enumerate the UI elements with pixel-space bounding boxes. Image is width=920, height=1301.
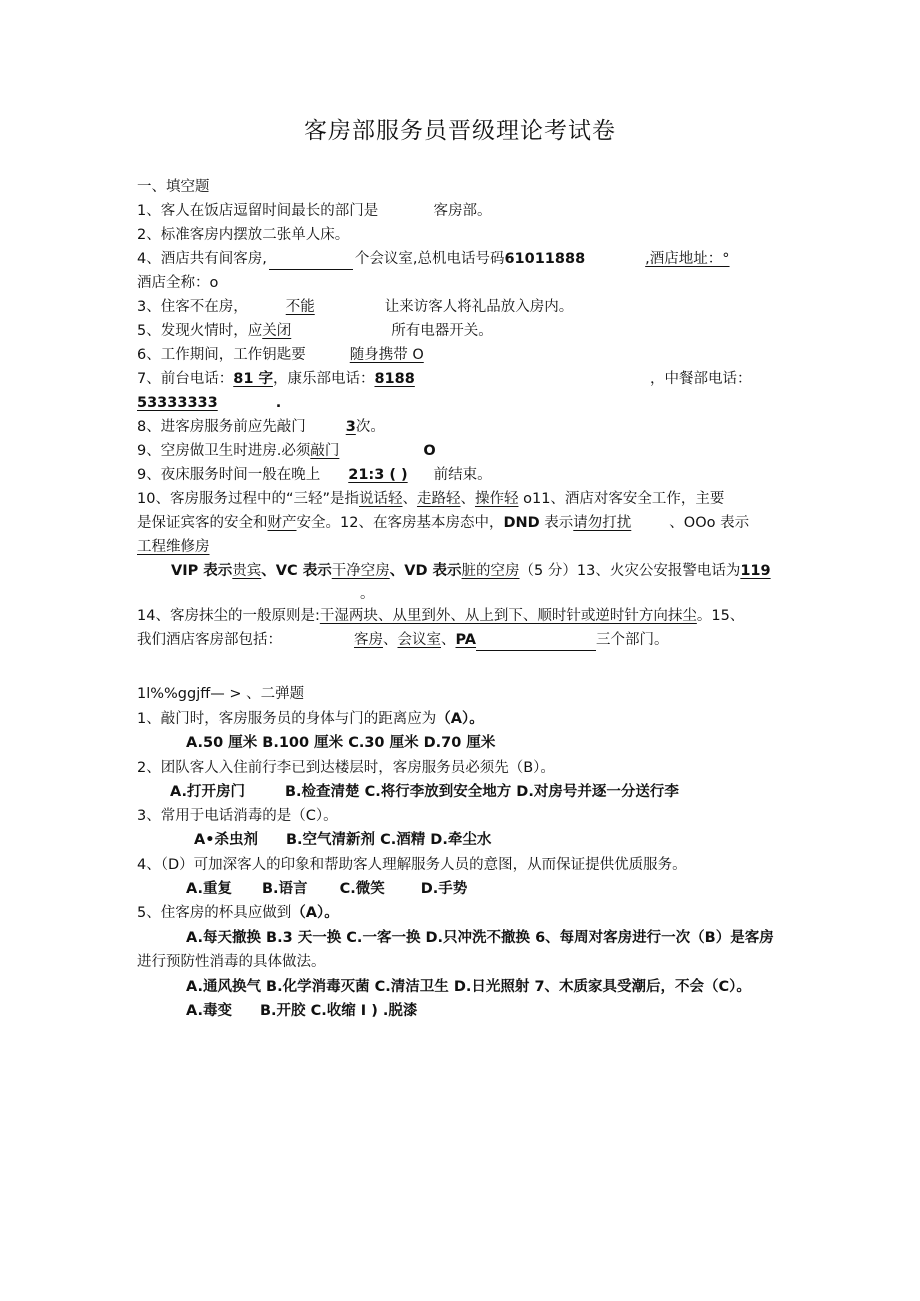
question-text: 让来访客人将礼品放入房内。 xyxy=(384,299,574,315)
answer: 走路轻 xyxy=(416,491,461,507)
question-5 xyxy=(137,321,493,341)
answer: 8188 xyxy=(374,371,415,387)
question-text: 是保证宾客的安全和 xyxy=(137,515,268,531)
question-9a xyxy=(137,441,436,461)
question-10 xyxy=(137,489,724,509)
section2-heading: 1l%%ggjff— > 、二弹题 xyxy=(137,686,305,702)
answer: 会议室 xyxy=(397,632,441,648)
answer: 21:3 ( ) xyxy=(348,467,408,483)
options: A.每天撤换 B.3 天一换 C.一客一换 D.只冲洗不撤换 6、每周对客房进行一次（B）是客房 xyxy=(186,930,774,946)
page-title: 客房部服务员晋级理论考试卷 xyxy=(304,118,616,144)
question-12-ooo xyxy=(137,537,210,557)
separator: 、 xyxy=(460,491,475,507)
answer: 说话轻 xyxy=(358,491,403,507)
answer: ,酒店地址：° xyxy=(645,251,730,267)
answer: 119 xyxy=(740,563,771,579)
question-text: 9、空房做卫生时进房.必须 xyxy=(137,443,311,459)
options: B.检查清楚 C.将行李放到安全地方 D.对房号并逐一分送行李 xyxy=(285,784,679,800)
mc-options-5 xyxy=(186,928,774,948)
question-text: 4、酒店共有间客房, xyxy=(137,251,267,267)
question-text: 我们酒店客房部包括： xyxy=(137,632,282,648)
question-text: 6、工作期间，工作钥匙要 xyxy=(137,347,306,363)
question-14 xyxy=(137,606,744,626)
room-status-code: DND xyxy=(503,515,540,531)
period: . xyxy=(275,395,282,411)
separator: 、 xyxy=(441,632,456,648)
answer: 财产 xyxy=(267,515,297,531)
question-11-12 xyxy=(137,513,749,533)
answer: 干净空房 xyxy=(331,563,390,579)
mc-options-3 xyxy=(194,830,491,850)
phone-number: 61011888 xyxy=(504,251,586,267)
blank-line xyxy=(476,630,596,651)
options: A.通风换气 B.化学消毒灭菌 C.清洁卫生 D.日光照射 7、木质家具受潮后，不会（C）。 xyxy=(186,979,751,995)
question-text: 14、客房抹尘的一般原则是: xyxy=(137,608,320,624)
mc-question-4: 4、（D）可加深客人的印象和帮助客人理解服务人员的意图，从而保证提供优质服务。 xyxy=(137,857,687,873)
mc-question-1 xyxy=(137,709,484,729)
question-text: ，康乐部电话： xyxy=(272,371,375,387)
answer: 请勿打扰 xyxy=(573,515,632,531)
separator: 、 xyxy=(383,632,398,648)
answer: 随身携带 O xyxy=(349,347,424,363)
option-a: A.打开房门 xyxy=(170,784,245,800)
question-9b xyxy=(137,465,492,485)
question-7 xyxy=(137,369,415,389)
question-text: 表示 xyxy=(539,515,574,531)
answer: 关闭 xyxy=(262,323,292,339)
question-text: 8、进客房服务前应先敲门 xyxy=(137,419,306,435)
question-text: o11、酒店对客安全工作，主要 xyxy=(518,491,725,507)
answer-marker: O xyxy=(423,443,436,459)
question-text: 次。 xyxy=(355,419,385,435)
mc-question-6-cont: 进行预防性消毒的具体做法。 xyxy=(137,954,326,970)
question-text: 3、住客不在房， xyxy=(137,299,248,315)
answer: 贵宾 xyxy=(232,563,262,579)
question-15 xyxy=(137,630,669,651)
question-text: 、VC 表示 xyxy=(261,563,332,579)
answer: 操作轻 xyxy=(474,491,519,507)
mc-options-4 xyxy=(186,879,467,899)
question-text: 10、客房服务过程中的“三轻”是指 xyxy=(137,491,359,507)
question-text: 7、前台电话： xyxy=(137,371,234,387)
answer: 干湿两块、从里到外、从上到下、顺时针或逆时针方向抹尘 xyxy=(319,608,697,624)
question-3 xyxy=(137,297,573,317)
question-12-13 xyxy=(171,561,771,581)
option-a: A.毒变 xyxy=(186,1003,232,1019)
question-text: 。15、 xyxy=(696,608,745,624)
option-a: A.重复 xyxy=(186,881,232,897)
question-text: 个会议室,总机电话号码 xyxy=(354,251,505,267)
separator: 、 xyxy=(402,491,417,507)
option-d: D.手势 xyxy=(420,881,468,897)
question-text: VIP 表示 xyxy=(171,563,233,579)
question-13-dot: 。 xyxy=(360,586,375,602)
mc-options-2 xyxy=(170,782,679,802)
answer: PA xyxy=(455,632,477,648)
option-c: C.微笑 xyxy=(339,881,385,897)
question-6 xyxy=(137,345,424,365)
options: A.50 厘米 B.100 厘米 C.30 厘米 D.70 厘米 xyxy=(186,735,496,751)
option-b: B.语言 xyxy=(262,881,308,897)
answer: 3 xyxy=(345,419,356,435)
answer: 不能 xyxy=(285,299,315,315)
answer: 客房部。 xyxy=(433,203,492,219)
question-text: 三个部门。 xyxy=(596,632,669,648)
question-8 xyxy=(137,417,385,437)
question-4 xyxy=(137,249,730,270)
question-text: 所有电器开关。 xyxy=(391,323,493,339)
question-text: 5、住客房的杯具应做到 xyxy=(137,905,292,921)
question-text: 1、敲门时，客房服务员的身体与门的距离应为 xyxy=(137,711,437,727)
question-text: （5 分）13、火灾公安报警电话为 xyxy=(519,563,741,579)
answer: 81 字 xyxy=(233,371,273,387)
answer: （A）。 xyxy=(291,905,339,921)
question-text: 、OOo 表示 xyxy=(669,515,750,531)
blank-line xyxy=(269,249,353,270)
mc-question-2: 2、团队客人入住前行李已到达楼层时，客房服务员必须先（B）。 xyxy=(137,760,555,776)
section1-heading: 一、填空题 xyxy=(137,179,210,195)
mc-options-7 xyxy=(186,1001,417,1021)
mc-question-5 xyxy=(137,903,339,923)
question-text: 安全。12、在客房基本房态中， xyxy=(296,515,504,531)
answer: 工程维修房 xyxy=(137,539,210,555)
mc-options-6 xyxy=(186,977,751,997)
question-text: 1、客人在饭店逗留时间最长的部门是 xyxy=(137,203,379,219)
options: B.开胶 C.收缩 I ) .脱漆 xyxy=(260,1003,418,1019)
answer: 敲门 xyxy=(310,443,340,459)
options: B.空气清新剂 C.酒精 D.牵尘水 xyxy=(286,832,492,848)
answer: 脏的空房 xyxy=(461,563,520,579)
answer: （A）。 xyxy=(436,711,484,727)
option-a: A•杀虫剂 xyxy=(194,832,258,848)
question-text: 5、发现火情时，应 xyxy=(137,323,263,339)
answer: 53333333 xyxy=(137,395,218,411)
question-text: 9、夜床服务时间一般在晚上 xyxy=(137,467,321,483)
question-2: 2、标准客房内摆放二张单人床。 xyxy=(137,227,350,243)
question-text: 前结束。 xyxy=(433,467,492,483)
question-7-phone xyxy=(137,393,281,413)
question-text: 、VD 表示 xyxy=(389,563,462,579)
mc-options-1 xyxy=(186,733,495,753)
question-1 xyxy=(137,201,491,221)
question-4-name: 酒店全称：o xyxy=(137,275,219,291)
question-7-tail: ，中餐部电话： xyxy=(650,371,752,387)
answer: 客房 xyxy=(354,632,383,648)
mc-question-3: 3、常用于电话消毒的是（C）。 xyxy=(137,808,338,824)
